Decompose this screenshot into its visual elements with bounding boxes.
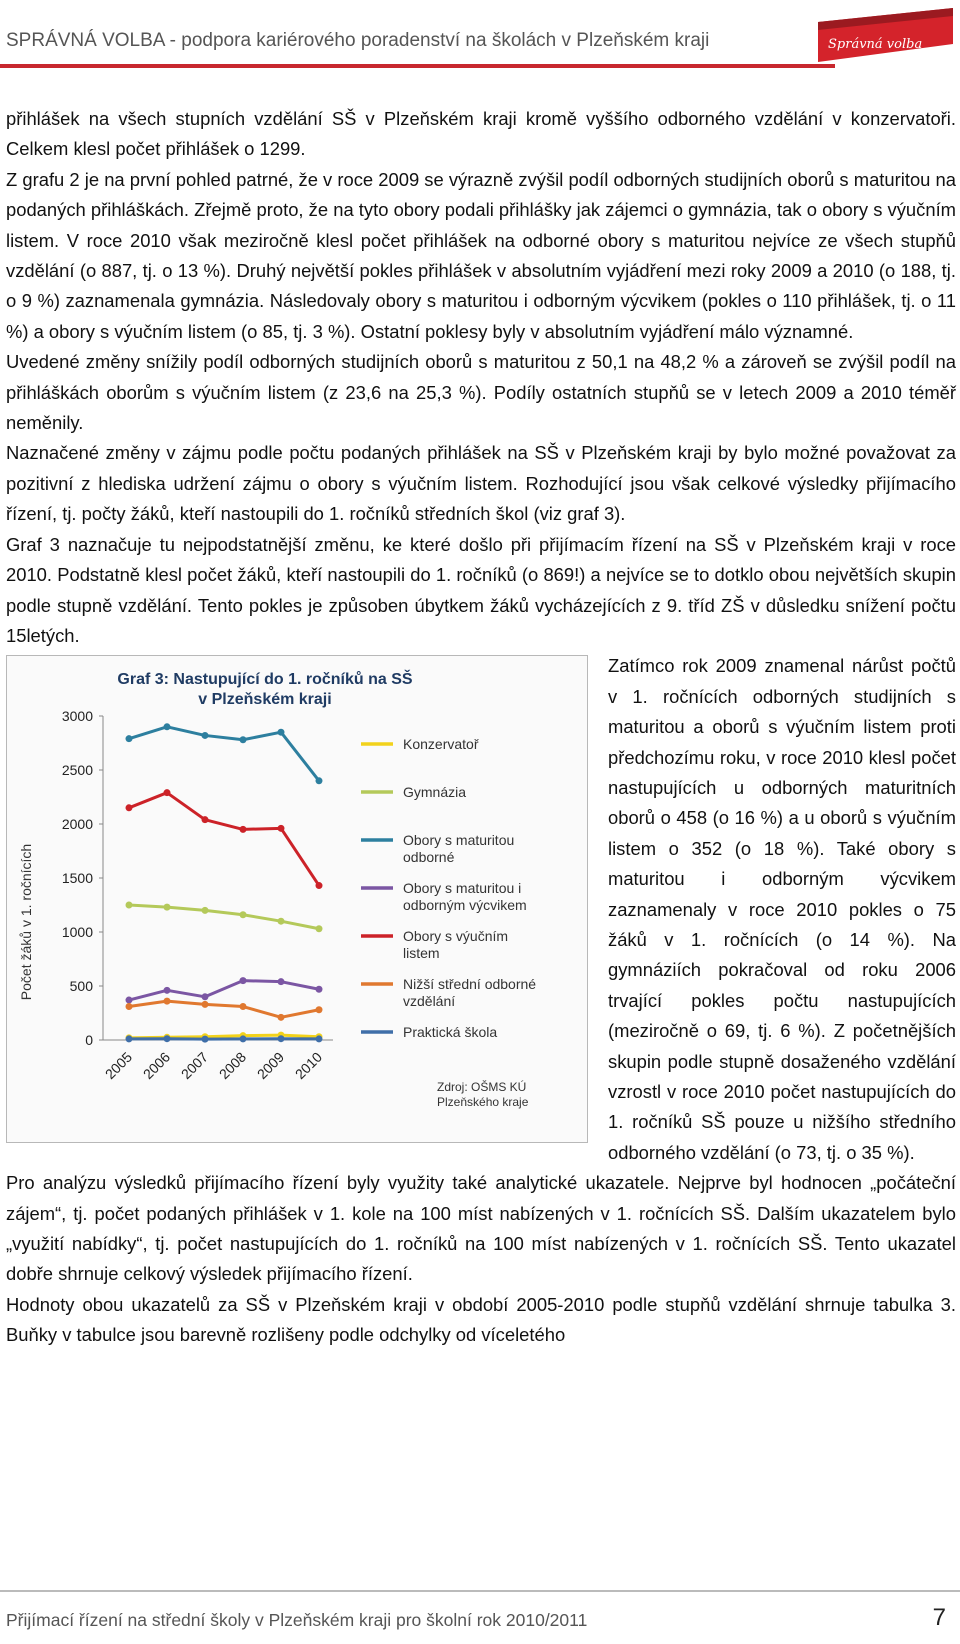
paragraph: přihlášek na všech stupních vzdělání SŠ v Plzeňském kraji kromě vyššího odborného vzdělání v konzervatoři. Celkem klesl počet přihlášek o 1299.: [6, 108, 956, 160]
chart-y-tick-label: 0: [85, 1032, 93, 1049]
chart-data-point: [164, 1036, 171, 1043]
chart-title-line-2: v Plzeňském kraji: [198, 691, 332, 709]
header-rule: [0, 64, 835, 68]
chart-data-point: [240, 977, 247, 984]
chart-data-point: [316, 1036, 323, 1043]
chart-data-point: [240, 737, 247, 744]
chart-data-point: [202, 994, 209, 1001]
line-chart: [7, 656, 587, 1142]
chart-legend-label: Obory s výučním: [403, 928, 509, 945]
chart-x-tick-label: 2005: [101, 1049, 136, 1083]
chart-legend-label: Obory s maturitou: [403, 832, 515, 849]
chart-data-point: [240, 826, 247, 833]
chart-data-point: [278, 729, 285, 736]
chart-data-point: [126, 805, 133, 812]
chart-data-point: [202, 732, 209, 739]
chart-series-line: [129, 1001, 319, 1017]
chart-x-tick-label: 2008: [215, 1049, 250, 1083]
chart-legend-label: listem: [403, 945, 440, 962]
chart-data-point: [278, 918, 285, 925]
chart-series-line: [129, 905, 319, 929]
footer-rule: [0, 1590, 960, 1592]
chart-legend-label: Nižší střední odborné: [403, 976, 537, 993]
chart-data-point: [202, 1001, 209, 1008]
chart-legend-label: odborné: [403, 849, 455, 866]
chart-data-point: [202, 907, 209, 914]
paragraph: Z grafu 2 je na první pohled patrné, že v roce 2009 se výrazně zvýšil podíl odborných studijních oborů s maturitou na podaných přihláškách. Zřejmě proto, že na tyto obory podali přihlášky jak zájemci o gymnázia, tak o obory s výučním listem. V roce 2010 však meziročně klesl počet přihlášek na odborné obory s maturitou nejvíce ze všech stupňů vzdělání (o 887, tj. o 13 %). Druhý největší pokles přihlášek v absolutním vyjádření mezi roky 2009 a 2010 (o 188, tj. o 9 %) zaznamenala gymnázia. Následovaly obory s maturitou i odborným výcvikem (pokles o 110 přihlášek, tj. o 11 %) a obory s výučním listem (o 85, tj. 3 %). Ostatní poklesy byly v absolutním vyjádření málo významné.: [6, 168, 956, 342]
chart-series-line: [129, 981, 319, 1000]
chart-data-point: [316, 778, 323, 785]
chart-title-line-1: Graf 3: Nastupující do 1. ročníků na SŠ: [117, 671, 413, 689]
chart-y-tick-label: 3000: [61, 708, 93, 725]
chart-data-point: [240, 1036, 247, 1043]
chart-data-point: [316, 986, 323, 993]
chart-y-tick-label: 2000: [61, 816, 93, 833]
chart-legend-label: Gymnázia: [403, 784, 467, 801]
chart-source-line-2: Plzeňského kraje: [437, 1095, 529, 1110]
chart-data-point: [126, 1003, 133, 1010]
chart-x-tick-label: 2007: [177, 1049, 212, 1083]
header-title: SPRÁVNÁ VOLBA - podpora kariérového poradenství na školách v Plzeňském kraji: [6, 30, 710, 51]
chart-x-tick-label: 2006: [139, 1049, 174, 1083]
chart-data-point: [164, 987, 171, 994]
chart-y-axis-label: Počet žáků v 1. ročnících: [18, 844, 34, 1001]
chart-data-point: [164, 789, 171, 796]
chart-data-point: [164, 998, 171, 1005]
chart-legend-label: Obory s maturitou i: [403, 880, 522, 897]
logo-text: Správná volba: [828, 37, 923, 52]
chart-series-line: [129, 793, 319, 886]
chart-y-tick-label: 1000: [61, 924, 93, 941]
chart-data-point: [164, 904, 171, 911]
chart-data-point: [278, 1014, 285, 1021]
chart-y-tick-label: 500: [69, 978, 93, 995]
chart-data-point: [316, 1007, 323, 1014]
paragraph-wrapped: Zatímco rok 2009 znamenal nárůst počtů v 1. ročnících odborných studijních s maturitou a oborů s výučním listem proti předchozímu roku, v roce 2010 klesl počet nastupujících u odborných maturitních oborů o 458 (o 16 %) a u oborů s výučním listem o 352 (o 18 %). Také obory s maturitou i odborným výcvikem zaznamenaly v roce 2010 pokles o 75 žáků v 1. ročnících (o 14 %). Na gymnáziích pokračoval od roku 2006 trvající pokles počtu nastupujících (meziročně o 69, tj. 6 %). Z početnějších skupin podle stupně dosaženého vzdělání vzrostl v roce 2010 počet nastupujících do 1. ročníků SŠ pouze u nižšího středního odborného vzdělání (o 73, tj. o 35 %).: [608, 655, 956, 1163]
paragraph: Graf 3 naznačuje tu nejpodstatnější změnu, ke které došlo při přijímacím řízení na SŠ v Plzeňském kraji v roce 2010. Podstatně klesl počet žáků, kteří nastoupili do 1. ročníků (o 869!) a nejvíce se to dotklo obou největších skupin podle stupně vzdělání. Tento pokles je způsoben úbytkem žáků vycházejících z 9. tříd ZŠ v důsledku snížení počtu 15letých.: [6, 533, 956, 646]
chart-figure: [6, 655, 602, 1165]
chart-data-point: [202, 1036, 209, 1043]
chart-data-point: [278, 825, 285, 832]
paragraph: Naznačené změny v zájmu podle počtu podaných přihlášek na SŠ v Plzeňském kraji by bylo možné považovat za pozitivní z hlediska udržení zájmu o obory s výučním listem. Rozhodující jsou však celkové výsledky přijímacího řízení, tj. počty žáků, kteří nastoupili do 1. ročníků středních škol (viz graf 3).: [6, 442, 956, 525]
footer-text: Přijímací řízení na střední školy v Plzeňském kraji pro školní rok 2010/2011: [6, 1610, 588, 1630]
chart-data-point: [240, 1003, 247, 1010]
chart-x-tick-label: 2010: [291, 1049, 326, 1083]
paragraph: Pro analýzu výsledků přijímacího řízení byly využity také analytické ukazatele. Nejprve byl hodnocen „počáteční zájem“, tj. počet podaných přihlášek v 1. kole na 100 míst nabízených v 1. ročnících SŠ. Dalším ukazatelem bylo „využití nabídky“, tj. počet nastupujících do 1. ročníků na 100 míst nabízených v 1. ročnících SŠ. Tento ukazatel dobře shrnuje celkový výsledek přijímacího řízení.: [6, 1172, 956, 1285]
chart-series-line: [129, 727, 319, 781]
chart-data-point: [126, 735, 133, 742]
chart-data-point: [164, 724, 171, 731]
chart-legend-label: Praktická škola: [403, 1024, 498, 1041]
main-content: [6, 104, 956, 1351]
page-header: [0, 0, 960, 70]
chart-data-point: [202, 816, 209, 823]
chart-legend-label: vzdělání: [403, 993, 456, 1010]
chart-data-point: [316, 926, 323, 933]
chart-data-point: [240, 912, 247, 919]
chart-data-point: [278, 978, 285, 985]
chart-legend-label: Konzervatoř: [403, 736, 479, 753]
chart-data-point: [126, 902, 133, 909]
chart-data-point: [126, 997, 133, 1004]
spravna-volba-logo: [818, 4, 953, 68]
paragraph: Hodnoty obou ukazatelů za SŠ v Plzeňském kraji v období 2005-2010 podle stupňů vzdělání shrnuje tabulka 3. Buňky v tabulce jsou barevně rozlišeny podle odchylky od víceletého: [6, 1293, 956, 1346]
chart-source-line-1: Zdroj: OŠMS KÚ: [437, 1080, 527, 1095]
chart-data-point: [126, 1036, 133, 1043]
page-number: 7: [932, 1604, 946, 1631]
chart-data-point: [316, 882, 323, 889]
chart-data-point: [278, 1036, 285, 1043]
chart-y-tick-label: 1500: [61, 870, 93, 887]
paragraph: Uvedené změny snížily podíl odborných studijních oborů s maturitou z 50,1 na 48,2 % a zároveň se zvýšil podíl na přihláškách oborům s výučním listem (z 23,6 na 25,3 %). Podíly ostatních stupňů se v letech 2009 a 2010 téměř neměnily.: [6, 351, 956, 434]
chart-frame: [6, 655, 588, 1143]
chart-x-tick-label: 2009: [253, 1049, 288, 1083]
chart-y-tick-label: 2500: [61, 762, 93, 779]
chart-legend-label: odborným výcvikem: [403, 897, 527, 914]
